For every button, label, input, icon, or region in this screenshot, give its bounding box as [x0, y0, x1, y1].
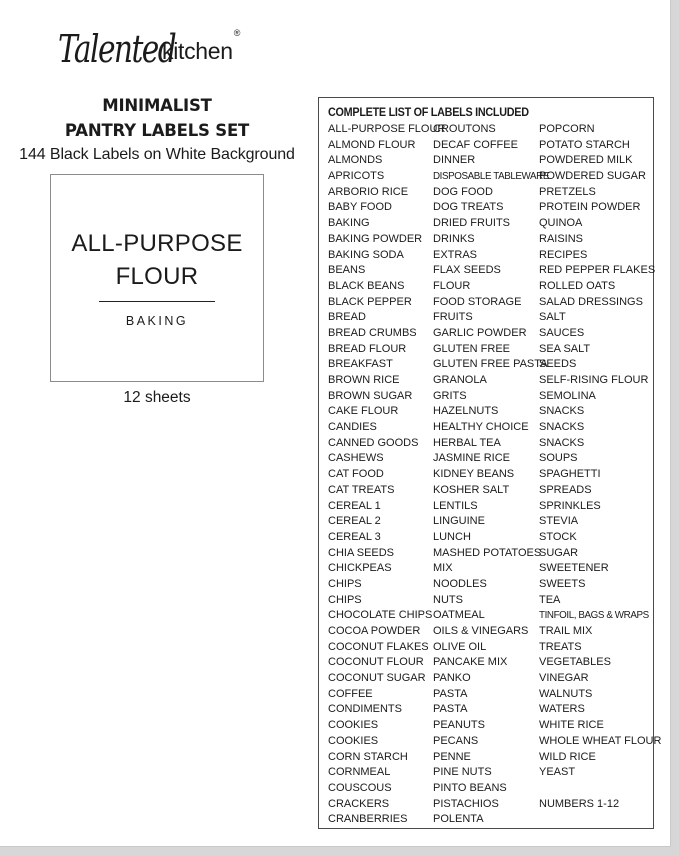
label-list-item: CAT TREATS — [328, 483, 395, 496]
label-list-item: SNACKS — [539, 405, 585, 418]
label-list-item: DOG FOOD — [433, 185, 493, 198]
label-list-item: SNACKS — [539, 436, 585, 449]
sample-label-name-line1: ALL-PURPOSE — [71, 230, 243, 257]
label-list-item: CHICKPEAS — [328, 562, 392, 575]
label-list-column-3 — [539, 122, 661, 812]
label-list-item: GLUTEN FREE — [433, 342, 511, 355]
label-list-item: SEEDS — [539, 358, 577, 371]
label-list-item: PANCAKE MIX — [433, 656, 508, 669]
brand-logo — [58, 8, 241, 71]
label-list-item: PINE NUTS — [433, 766, 492, 779]
label-list-item: JASMINE RICE — [433, 452, 511, 465]
label-list-item: BEANS — [328, 264, 366, 277]
label-list-item: TREATS — [539, 640, 582, 653]
label-list-item: CONDIMENTS — [328, 703, 402, 716]
label-list-item: BLACK BEANS — [328, 279, 405, 292]
sample-label-category: BAKING — [125, 314, 189, 328]
product-title-line1: MINIMALIST — [102, 96, 212, 115]
label-list-item: LENTILS — [433, 499, 478, 512]
label-list-item: POTATO STARCH — [539, 138, 630, 151]
product-subtitle: 144 Black Labels on White Background — [19, 146, 295, 163]
label-list-item: BAKING POWDER — [328, 232, 423, 245]
sample-label — [50, 174, 264, 382]
label-list-item: CHIPS — [328, 593, 362, 606]
label-list-item: DISPOSABLE TABLEWARE — [433, 171, 549, 183]
label-list-item: PISTACHIOS — [433, 797, 499, 810]
registered-mark: ® — [233, 28, 241, 38]
label-list-item: CEREAL 2 — [328, 515, 381, 528]
label-list-item: NOODLES — [433, 577, 487, 590]
label-list-item: DOG TREATS — [433, 201, 504, 214]
label-list-item: GRANOLA — [433, 374, 487, 386]
label-list-item: POWDERED SUGAR — [539, 170, 646, 183]
label-list-item: CHIPS — [328, 577, 362, 590]
label-list-item: POLENTA — [433, 813, 484, 826]
label-list-item: BABY FOOD — [328, 201, 392, 214]
label-list-item: COCOA POWDER — [328, 625, 421, 637]
label-list-item: PEANUTS — [433, 719, 485, 732]
sample-label-name-line2: FLOUR — [115, 263, 199, 290]
label-list-item: ALMOND FLOUR — [328, 138, 416, 151]
label-list-item: CHIA SEEDS — [328, 546, 395, 559]
label-list-item: CORNMEAL — [328, 766, 391, 779]
label-list-item: PASTA — [433, 687, 468, 700]
sample-label-name — [51, 227, 263, 293]
label-list-item: VINEGAR — [539, 672, 589, 685]
label-list-item: BAKING — [328, 217, 370, 230]
label-list-item: GRITS — [433, 389, 467, 402]
sheet-count: 12 sheets — [123, 389, 191, 406]
label-list-box — [318, 97, 662, 829]
label-list-item: DRINKS — [433, 232, 475, 245]
label-list-item: SEMOLINA — [539, 389, 596, 402]
label-list-item: KIDNEY BEANS — [433, 468, 515, 481]
label-list-item: CEREAL 1 — [328, 499, 381, 512]
label-list-item: BREAD FLOUR — [328, 342, 407, 355]
label-list-item: RAISINS — [539, 232, 584, 245]
label-list-item: STEVIA — [539, 515, 579, 528]
label-list-item: COCONUT SUGAR — [328, 672, 426, 685]
label-list-item: SUGAR — [539, 546, 579, 559]
label-list-item: COOKIES — [328, 734, 379, 747]
label-list-item: SWEETS — [539, 577, 586, 590]
label-list-item: BREAKFAST — [328, 358, 393, 371]
label-list-item: BLACK PEPPER — [328, 295, 412, 308]
label-list-item — [539, 781, 661, 797]
label-list-item: BROWN SUGAR — [328, 389, 413, 402]
label-list-item: POWDERED MILK — [539, 154, 633, 167]
label-list-item: PANKO — [433, 672, 471, 685]
label-list-item: BAKING SODA — [328, 248, 404, 261]
label-list-item: COOKIES — [328, 719, 379, 732]
label-list-item: OILS & VINEGARS — [433, 625, 529, 637]
label-list-item: RECIPES — [539, 248, 588, 261]
label-list-item: RED PEPPER FLAKES — [539, 264, 656, 277]
label-list-item: FLAX SEEDS — [433, 264, 501, 277]
label-list-item: NUMBERS 1-12 — [539, 797, 620, 810]
label-list-item: PENNE — [433, 750, 471, 763]
label-list-item: WATERS — [539, 703, 585, 716]
label-list-item: EXTRAS — [433, 248, 478, 261]
label-list-item: SNACKS — [539, 421, 585, 434]
label-list-item: WHOLE WHEAT FLOUR — [539, 734, 662, 747]
label-list-item: PASTA — [433, 703, 468, 716]
label-list-item: CAT FOOD — [328, 468, 384, 481]
label-list-item: BREAD — [328, 311, 366, 324]
label-list-item: DECAF COFFEE — [433, 138, 518, 151]
label-list-item: SELF-RISING FLOUR — [539, 374, 649, 386]
label-list-item: GLUTEN FREE PASTA — [433, 358, 548, 371]
product-title-line2: PANTRY LABELS SET — [64, 121, 250, 140]
label-list-item: SWEETENER — [539, 562, 609, 575]
label-list-item: CASHEWS — [328, 452, 384, 465]
label-list-item: OATMEAL — [433, 609, 485, 622]
label-list-item: MIX — [433, 562, 453, 575]
label-list-item: CROUTONS — [433, 123, 496, 135]
label-list-item: ARBORIO RICE — [328, 185, 409, 198]
label-list-item: WHITE RICE — [539, 719, 604, 732]
label-list-item: HAZELNUTS — [433, 405, 499, 418]
label-list-item: STOCK — [539, 530, 577, 543]
label-list-item: QUINOA — [539, 217, 583, 230]
label-list-item: COCONUT FLOUR — [328, 656, 424, 669]
label-list-item: SALAD DRESSINGS — [539, 295, 643, 308]
label-list-item: SEA SALT — [539, 342, 591, 355]
label-list-item: VEGETABLES — [539, 656, 611, 669]
label-list-item: KOSHER SALT — [433, 483, 510, 496]
label-list-item: CRANBERRIES — [328, 813, 408, 826]
label-list-item: CANNED GOODS — [328, 436, 419, 449]
label-list-item: GARLIC POWDER — [433, 326, 527, 339]
label-list-item: NUTS — [433, 593, 463, 606]
label-list-item: CHOCOLATE CHIPS — [328, 609, 433, 622]
label-list-item: LINGUINE — [433, 515, 485, 528]
label-list-item: TINFOIL, BAGS & WRAPS — [539, 610, 649, 622]
brand-logo-script: Talented — [58, 27, 176, 71]
label-list-item: OLIVE OIL — [433, 640, 487, 653]
label-list-item: DINNER — [433, 154, 476, 167]
label-list-item: BROWN RICE — [328, 374, 400, 386]
label-list-item: CAKE FLOUR — [328, 405, 399, 418]
label-list-item: COFFEE — [328, 687, 373, 700]
label-list-item: FOOD STORAGE — [433, 295, 522, 308]
label-list-item: FRUITS — [433, 311, 473, 324]
label-list-item: CANDIES — [328, 421, 377, 434]
label-list-heading: COMPLETE LIST OF LABELS INCLUDED — [328, 105, 529, 119]
label-list-item: SPRINKLES — [539, 499, 601, 512]
label-list-column-2 — [433, 122, 549, 828]
label-list-item: PINTO BEANS — [433, 781, 507, 794]
label-list-item: SPREADS — [539, 483, 592, 496]
label-list-item: ROLLED OATS — [539, 279, 616, 292]
label-list-item: COUSCOUS — [328, 781, 392, 794]
label-list-item: CRACKERS — [328, 797, 390, 810]
sample-label-divider — [99, 301, 215, 302]
brand-logo-word: kitchen — [162, 38, 233, 64]
label-list-item: SOUPS — [539, 452, 578, 465]
label-list-item: LUNCH — [433, 530, 471, 543]
label-list-item: SALT — [539, 311, 566, 324]
label-list-item: TRAIL MIX — [539, 625, 593, 637]
label-list-item: PRETZELS — [539, 185, 596, 198]
label-list-item: PECANS — [433, 734, 479, 747]
label-list-item: POPCORN — [539, 123, 595, 135]
label-list-item: MASHED POTATOES — [433, 546, 542, 559]
label-list-item: DRIED FRUITS — [433, 217, 510, 230]
label-list-item: ALL-PURPOSE FLOUR — [328, 123, 446, 135]
label-list-item: CORN STARCH — [328, 750, 408, 763]
label-list-item: WILD RICE — [539, 750, 596, 763]
label-list-item: HEALTHY CHOICE — [433, 421, 529, 434]
label-list-item: YEAST — [539, 766, 576, 779]
label-list-item: WALNUTS — [539, 687, 593, 700]
label-list-item: HERBAL TEA — [433, 436, 501, 449]
label-list-item: PROTEIN POWDER — [539, 201, 641, 214]
label-list-item: BREAD CRUMBS — [328, 326, 417, 339]
label-list-item: TEA — [539, 593, 561, 606]
label-list-item: SPAGHETTI — [539, 468, 601, 481]
label-list-item: APRICOTS — [328, 170, 385, 183]
label-list-item: FLOUR — [433, 279, 471, 292]
label-list-column-1 — [328, 122, 445, 828]
product-title — [0, 93, 314, 143]
label-list-item: CEREAL 3 — [328, 530, 381, 543]
label-list-item: ALMONDS — [328, 154, 383, 167]
label-list-item: SAUCES — [539, 326, 585, 339]
label-list-item: COCONUT FLAKES — [328, 640, 429, 653]
